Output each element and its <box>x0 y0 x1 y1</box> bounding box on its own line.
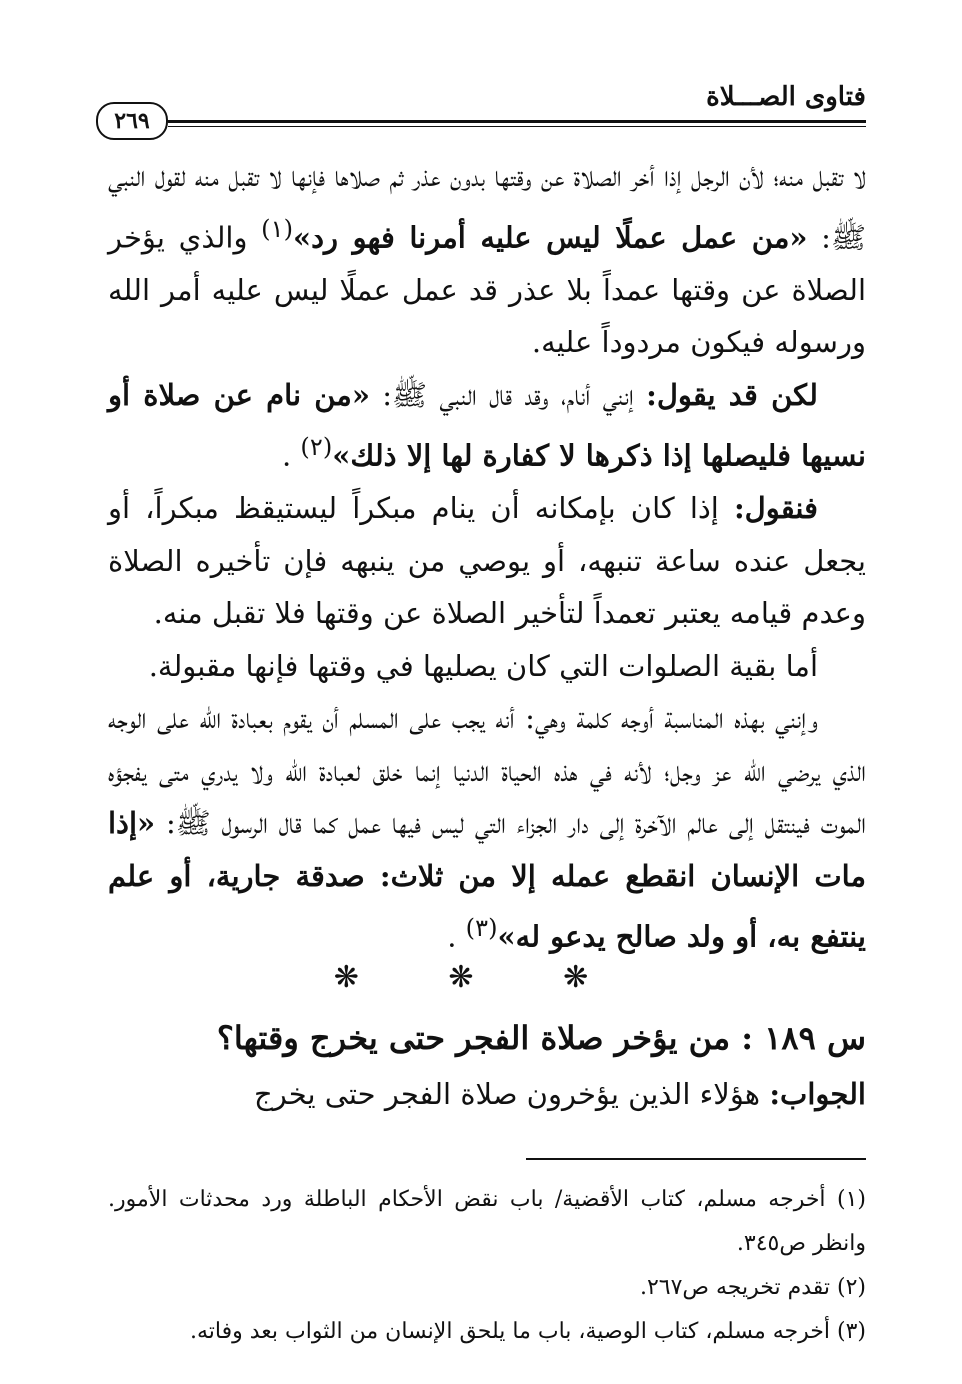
p1-text-cont: والذي يؤخر الصلاة عن وقتها عمداً بلا عذر قد عمل عملًا ليس عليه أمر الله ورسوله فيكون مردوداً عليه. <box>108 220 866 360</box>
p5-end: . <box>447 919 466 954</box>
footnotes <box>108 1178 866 1354</box>
p3-lead: فنقول: <box>733 491 818 526</box>
paragraph-1 <box>108 150 866 369</box>
footnote-ref-1: (١) <box>261 214 293 243</box>
hadith-quote: «من نام عن صلاة أو نسيها فليصلها إذا ذكرها لا كفارة لها إلا ذلك» <box>108 377 866 473</box>
p2-end: . <box>281 438 301 473</box>
book-title: فتاوى الصـــلاة <box>706 82 866 112</box>
paragraph-3 <box>108 482 866 640</box>
footnote-divider <box>526 1158 866 1160</box>
hadith-quote: «من عمل عملًا ليس عليه أمرنا فهو رد» <box>293 220 808 255</box>
answer-lead: الجواب: <box>769 1077 866 1111</box>
header-rule <box>168 120 866 123</box>
p5-text: وإنني بهذه المناسبة أوجه كلمة وهي: أنه يجب على المسلم أن يقوم بعبادة الله على الوجه الذي يرضي الله عز وجل؛ لأنه في هذه الحياة الدنيا إنما خلق لعبادة الله ولا يدري متى يفجؤه الموت فينتقل إلى عالم الآخرة إلى دار الجزاء التي ليس فيها عمل كما قال الرسول ﷺ: <box>108 701 866 841</box>
paragraph-2 <box>108 369 866 483</box>
p2-text: إنني أنام، وقد قال النبي ﷺ: <box>369 377 647 412</box>
footnote-ref-3: (٣) <box>465 914 498 943</box>
paragraph-4: أما بقية الصلوات التي كان يصليها في وقتها فإنها مقبولة. <box>148 648 818 683</box>
page-header <box>96 82 866 134</box>
page-number: ٢٦٩ <box>96 102 168 140</box>
footnote-3: (٣) أخرجه مسلم، كتاب الوصية، باب ما يلحق الإنسان من الثواب بعد وفاته. <box>190 1319 866 1344</box>
section-separator: ❋ ❋ ❋ <box>333 960 629 995</box>
answer-text <box>108 1068 866 1120</box>
body-text <box>108 150 866 963</box>
header-rule-thin <box>168 126 866 127</box>
p2-lead: لكن قد يقول: <box>646 377 819 412</box>
hadith-quote: «إذا مات الإنسان انقطع عمله إلا من ثلاث: صدقة جارية، أو علم ينتفع به، أو ولد صالح يدعو له» <box>108 806 866 954</box>
footnote-ref-2: (٢) <box>300 433 333 462</box>
question-heading: س ١٨٩ : من يؤخر صلاة الفجر حتى يخرج وقتها؟ <box>216 1019 866 1057</box>
footnote-2: (٢) تقدم تخريجه ص٢٦٧. <box>639 1275 866 1300</box>
p3-text: إذا كان بإمكانه أن ينام مبكراً ليستيقظ مبكراً، أو يجعل عنده ساعة تنبهه، أو يوصي من ينبهه فإن تأخيره الصلاة وعدم قيامه يعتبر تعمداً لتأخير الصلاة عن وقتها فلا تقبل منه. <box>108 491 866 631</box>
footnote-1: (١) أخرجه مسلم، كتاب الأقضية/ باب نقض الأحكام الباطلة ورد محدثات الأمور. وانظر ص٣٤٥. <box>108 1187 866 1256</box>
answer-body: هؤلاء الذين يؤخرون صلاة الفجر حتى يخرج <box>254 1077 770 1111</box>
p1-text: لا تقبل منه؛ لأن الرجل إذا أخر الصلاة عن وقتها بدون عذر ثم صلاها فإنها لا تقبل منه لقول النبي ﷺ: <box>108 159 866 255</box>
paragraph-5 <box>108 692 866 963</box>
